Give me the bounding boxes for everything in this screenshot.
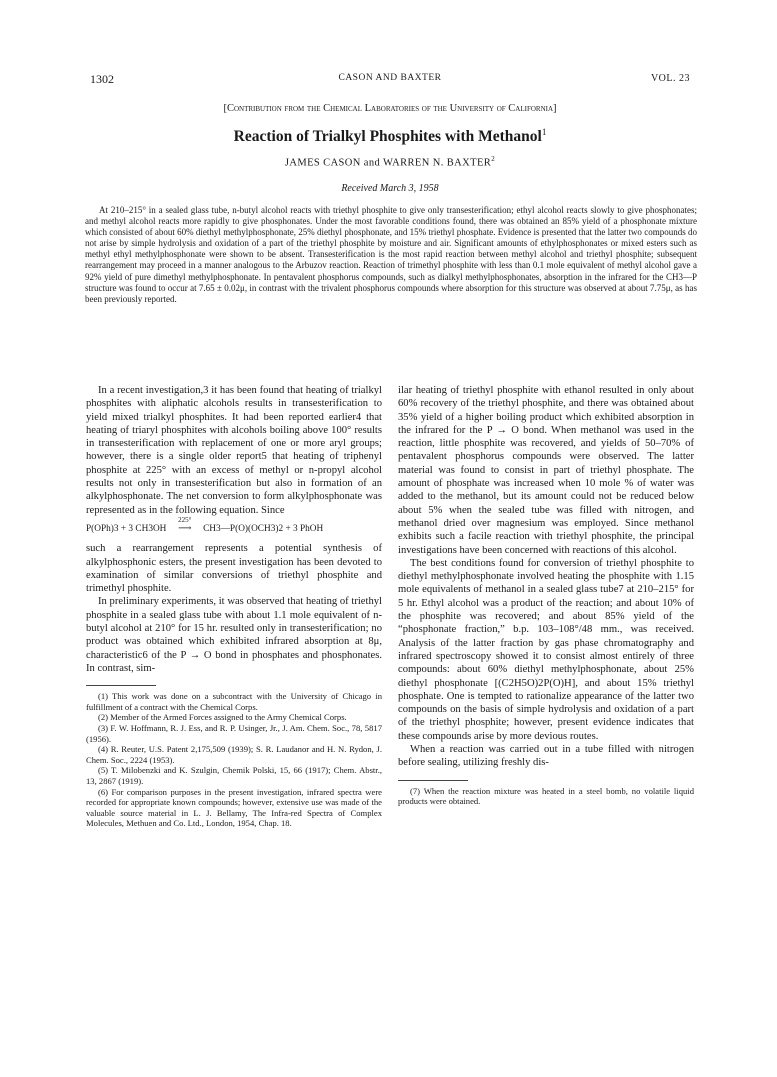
footnote: (7) When the reaction mixture was heated in a steel bomb, no volatile liquid products were obtained. <box>398 785 694 807</box>
author-names: JAMES CASON and WARREN N. BAXTER <box>284 157 492 169</box>
article-title <box>90 127 690 146</box>
footnote: (6) For comparison purposes in the present investigation, infrared spectra were recorded for appropriate known compounds; however, extensive use was made of the valuable source material in L. J. Bellamy, The Infra-red Spectra of Complex Molecules, Methuen and Co. Ltd., London, 1954, Chap. 18. <box>86 786 382 829</box>
page-number: 1302 <box>90 72 114 86</box>
body-paragraph: ilar heating of triethyl phosphite with ethanol resulted in only about 60% recovery of the triethyl phosphite, and there was obtained about 35% yield of a higher boiling product which exhibited absorption in the infrared for the P → O bond. When methanol was used in the reaction, little phosphite was recovered, and yields of 50–70% of pentavalent phosphorus compounds were observed. The latter material was found to consist in part of triethyl phosphate. The amount of phosphate was increased when 10 mole % of water was added to the methanol, but its amount could not be reduced below about 5% when the sealed tube was filled with nitrogen, and methanol dried over magnesium was employed. Since methanol exhibits such a facile reaction with triethyl phosphite, the principal investigations have been concerned with reactions of this alcohol. <box>398 385 694 556</box>
equation-arrow <box>169 515 201 536</box>
title-footnote-marker: 1 <box>541 127 547 137</box>
abstract-text: At 210–215° in a sealed glass tube, n-butyl alcohol reacts with triethyl phosphite to give only transesterification; ethyl alcohol reacts slowly to give phosphonates; and methyl alcohol reacts more rapidly to give phosphonates. Under the most favorable conditions found, there was obtained an 85% yield of a phosphonate mixture which consisted of about 60% diethyl methylphosphonate, 25% diethyl phosphonate, and 15% triethyl phosphate. Evidence is presented that the latter two compounds do not arise by simple hydrolysis and oxidation of a part of the triethyl phosphite by moisture and air. Significant amounts of ethylphosphonates or mixed esters such as methyl ethyl methylphosphonate were shown to be absent. Transesterification is the most rapid reaction between methyl alcohol and triethyl phosphite; subsequent rearrangement may proceed in a manner analogous to the Arbuzov reaction. Reaction of trimethyl phosphite with less than 0.1 mole equivalent of methyl alcohol gave a 92% yield of pure dimethyl methylphosphonate. In pentavalent phosphorus compounds, such as dialkyl methylphosphonates, absorption in the infrared for the CH3—P structure was found to occur at 7.65 ± 0.02μ, in contrast with the trivalent phosphorus compounds where absorption for this structure was observed at about 7.75μ, as has been previously reported. <box>85 205 697 304</box>
left-column <box>86 384 382 998</box>
received-date: Received March 3, 1958 <box>341 183 439 194</box>
right-column <box>398 384 694 988</box>
body-paragraph: such a rearrangement represents a potential synthesis of alkylphosphonic esters, the present investigation has been devoted to examination of similar conversions of triethyl phosphite and trimethyl phosphite. <box>86 543 382 595</box>
footnote: (4) R. Reuter, U.S. Patent 2,175,509 (1939); S. R. Laudanor and H. N. Rydon, J. Chem. Soc., 2224 (1953). <box>86 744 382 765</box>
article-title-text: Reaction of Trialkyl Phosphites with Methanol <box>233 128 542 146</box>
footnote-rule <box>398 780 468 781</box>
volume-number: VOL. 23 <box>650 73 690 84</box>
equation-temperature: 225° <box>178 515 192 524</box>
body-paragraph: The best conditions found for conversion of triethyl phosphite to diethyl methylphosphonate involved heating the phosphite with 1.15 mole equivalents of methanol in a sealed glass tube7 at 210–215° for 5 hr. Ethyl alcohol was a product of the reaction; and about 10% of the phosphite was recovered; and about 85% yield of the “phosphonate fraction,” b.p. 103–108°/48 mm., was received. Analysis of the latter fraction by gas phase chromatography and infrared spectroscopy showed it to consist almost entirely of three compounds: about 60% diethyl methylphosphonate, about 25% diethyl phosphonate [(C2H5O)2P(O)H], and about 15% triethyl phosphate. One is tempted to rationalize appearance of the latter two compounds on the basis of simple hydrolysis and oxidation of a part of the triethyl phosphite; however, present evidence indicates that these compounds arise by more devious routes. <box>398 557 694 742</box>
reaction-equation <box>86 515 382 536</box>
body-paragraph: In preliminary experiments, it was observed that heating of triethyl phosphite in a sealed glass tube with about 1.1 mole equivalent of n-butyl alcohol at 210° for 15 hr. resulted only in transesterification; no product was obtained which exhibited infrared absorption at 8μ, characteristic6 of the P → O bond in phosphates and phosphonates. In contrast, sim- <box>86 596 382 674</box>
footnote-rule <box>86 685 156 686</box>
right-footnotes <box>398 780 694 807</box>
equation-products: CH3—P(O)(OCH3)2 + 3 PhOH <box>203 523 324 534</box>
contribution-line: [Contribution from the Chemical Laboratories of the University of California] <box>223 103 557 114</box>
author-footnote-marker: 2 <box>491 155 496 163</box>
author-line <box>90 155 690 169</box>
footnote: (3) F. W. Hoffmann, R. J. Ess, and R. P. Usinger, Jr., J. Am. Chem. Soc., 78, 5817 (1956). <box>86 723 382 744</box>
body-paragraph: In a recent investigation,3 it has been found that heating of trialkyl phosphites with aliphatic alcohols results in transesterification to yield mixed trialkyl phosphites. It had been reported earlier4 that heating of triaryl phosphites with alcohols boiling above 100° results in transesterification with replacement of one or more aryl groups; however, there is a single older report5 that heating of triphenyl phosphite at 225° with an excess of methyl or n-propyl alcohol results not only in transesterification but also in formation of an alkylphosphonate. The net conversion to form alkylphosphonate was represented as in the following equation. Since <box>86 385 382 516</box>
running-head <box>90 72 690 88</box>
footnote: (1) This work was done on a subcontract with the University of Chicago in fulfillment of a contract with the Chemical Corps. <box>86 691 382 712</box>
footnote: (5) T. Milobenzki and K. Szulgin, Chemik Polski, 15, 66 (1917); Chem. Abstr., 13, 2867 (1919). <box>86 765 382 786</box>
equation-arrow-glyph: ⟶ <box>178 523 192 534</box>
equation-reactants: P(OPh)3 + 3 CH3OH <box>86 523 167 534</box>
abstract <box>85 205 697 370</box>
body-paragraph: When a reaction was carried out in a tube filled with nitrogen before sealing, utilizing freshly dis- <box>398 744 694 769</box>
footnote: (2) Member of the Armed Forces assigned to the Army Chemical Corps. <box>98 712 347 723</box>
running-head-authors: CASON AND BAXTER <box>338 73 442 83</box>
left-footnotes <box>86 685 382 829</box>
